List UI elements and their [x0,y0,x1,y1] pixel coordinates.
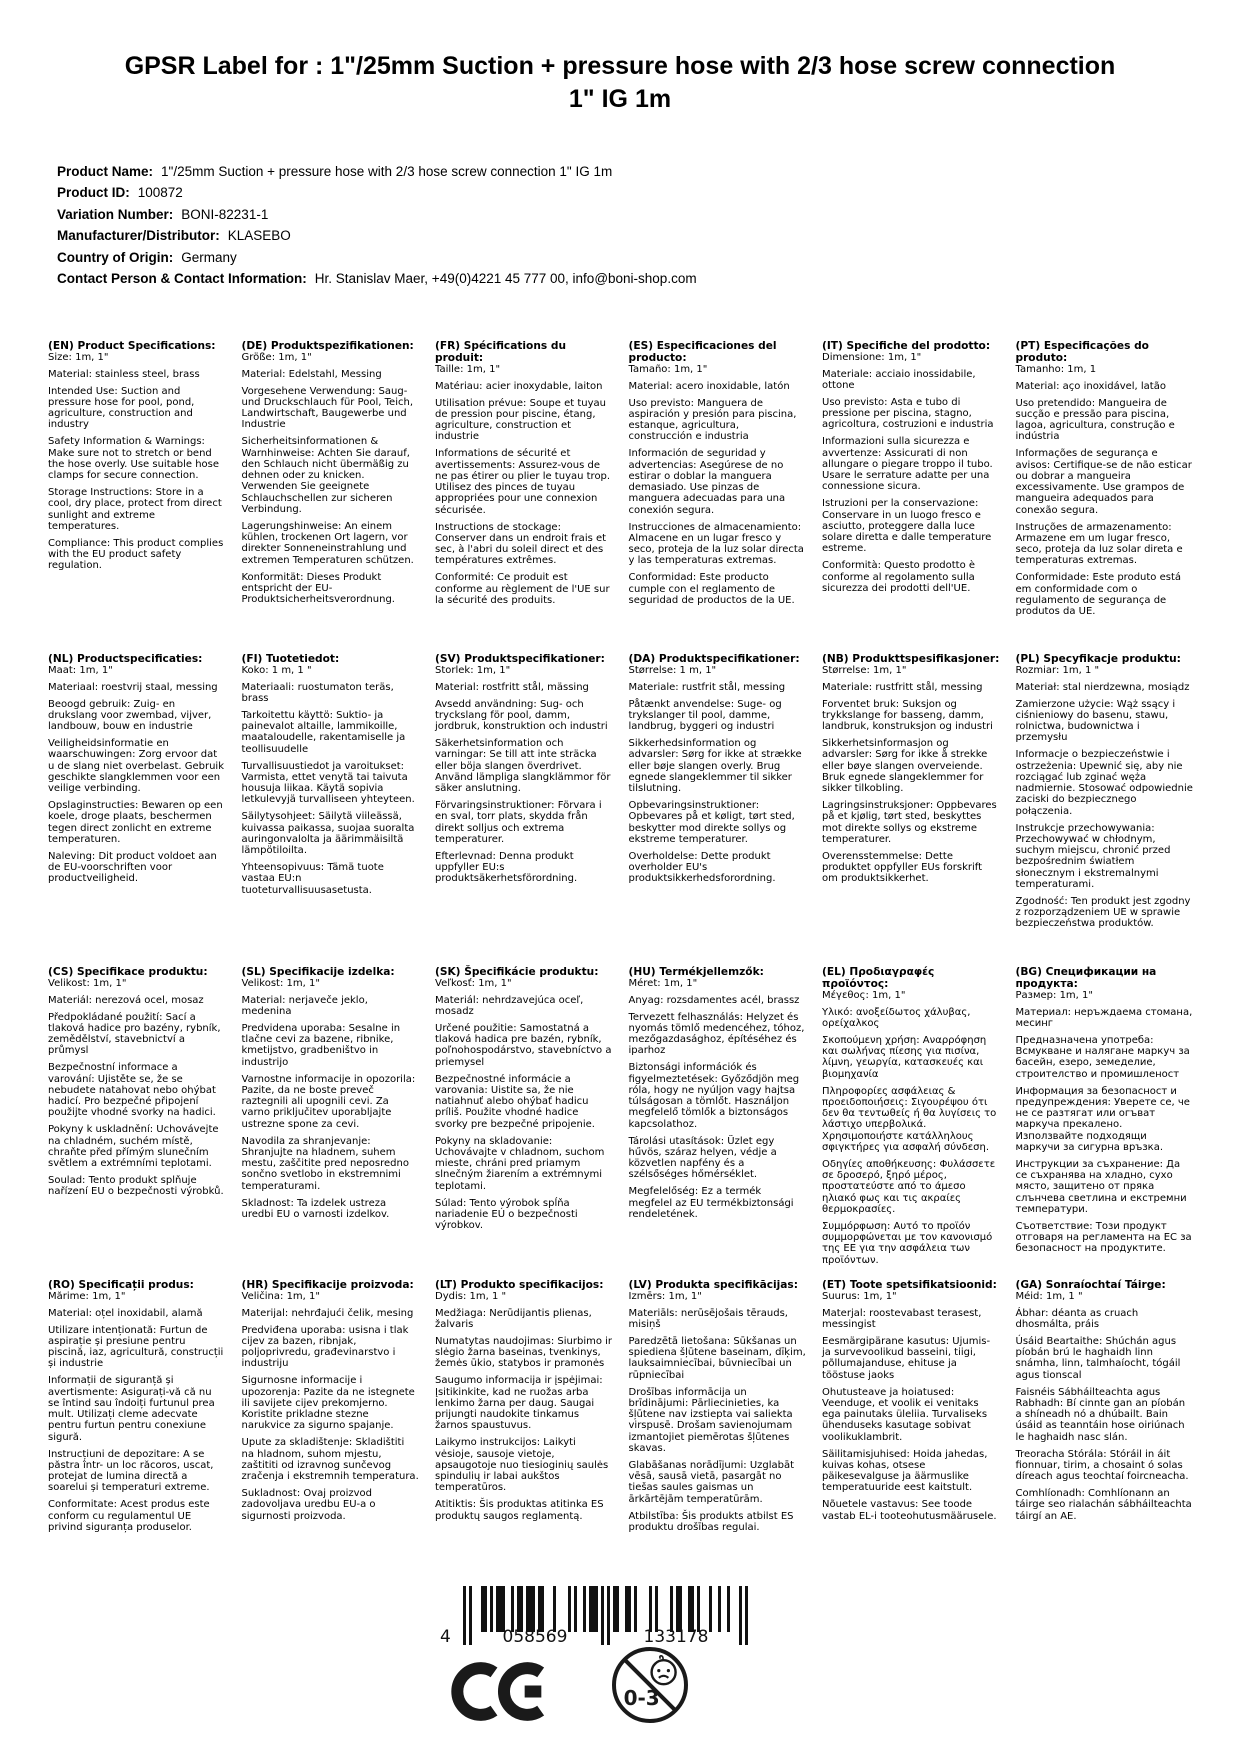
spec-paragraph: Sukladnost: Ovaj proizvod zadovoljava uredbu EU-a o sigurnosti proizvoda. [241,1487,376,1522]
spec-paragraph: Συμμόρφωση: Αυτό το προϊόν συμμορφώνεται με τον κανονισμό της ΕΕ για την ασφάλεια των προϊόντων. [822,1220,993,1266]
spec-paragraph: Säilytysohjeet: Säilytä viileässä, kuivassa paikassa, suojaa suoralta auringonvalolta ja äärimmäisiltä lämpötiloilta. [241,811,415,857]
language-section-fi [242,653,420,966]
spec-paragraph: Instrucțiuni de depozitare: A se păstra într- un loc răcoros, uscat, protejat de lumina directă a soarelui și temperaturi extreme. [48,1448,214,1494]
spec-paragraph: Съответствие: Този продукт отговаря на регламента на ЕС за безопасност на продуктите. [1015,1220,1192,1255]
spec-paragraph: Ábhar: déanta as cruach dhosmálta, práis [1015,1307,1139,1331]
spec-paragraph: Veiligheidsinformatie en waarschuwingen: Zorg ervoor dat u de slang niet overbelast. Gebruik geschikte slangklemmen voor een veilige verbinding. [48,737,225,795]
spec-paragraph: Matériau: acier inoxydable, laiton [435,380,603,392]
spec-paragraph: Určené použitie: Samostatná a tlaková hadica pre bazén, rybník, poľnohospodárstvo, stavebníctvo a priemysel [435,1022,612,1068]
spec-paragraph: Instrucciones de almacenamiento: Almacene en un lugar fresco y seco, proteja de la luz solar directa y las temperaturas extremas. [628,521,804,567]
spec-paragraph: Méid: 1m, 1 " [1015,1291,1083,1302]
spec-paragraph: Conformidad: Este producto cumple con el reglamento de seguridad de productos de la UE. [628,572,795,606]
spec-paragraph: Utilisation prévue: Soupe et tuyau de pression pour piscine, étang, agriculture, construction et industrie [435,397,606,443]
spec-paragraph: Overensstemmelse: Dette produktet oppfyller EUs forskrift om produktsikkerhet. [822,850,983,885]
spec-paragraph: Material: rostfritt stål, mässing [435,681,589,693]
language-header: (HR) Specifikacije proizvoda: [241,1279,414,1291]
spec-paragraph: Zgodność: Ten produkt jest zgodny z rozporządzeniem UE w sprawie bezpieczeństwa produktów. [1015,895,1191,930]
spec-paragraph: Material: acero inoxidable, latón [628,380,790,392]
spec-paragraph: Skladnost: Ta izdelek ustreza uredbi EU o varnosti izdelkov. [241,1197,390,1220]
field-value: Germany [181,249,237,265]
language-section-sl [242,966,420,1279]
spec-paragraph: Předpokládané použití: Sací a tlaková hadice pro bazény, rybník, zemědělství, stavebnictví a průmysl [48,1011,221,1057]
spec-paragraph: Predviđena uporaba: usisna i tlak cijev za bazen, ribnjak, poljoprivredu, građevinarstvo i industriju [241,1324,409,1370]
spec-paragraph: Materiál: nehrdzavejúca oceľ, mosadz [435,994,584,1018]
spec-paragraph: Istruzioni per la conservazione: Conservare in un luogo fresco e asciutto, proteggere dalla luce solare diretta e dalle temperature estreme. [822,498,992,555]
spec-paragraph: Размер: 1m, 1" [1015,990,1093,1001]
spec-paragraph: Uso previsto: Manguera de aspiración y presión para piscina, estanque, agricultura, construcción e industria [628,397,797,443]
spec-paragraph: Dydis: 1m, 1 " [435,1291,507,1302]
language-section-da [629,653,807,966]
language-section-hu [629,966,807,1279]
spec-paragraph: Nõuetele vastavus: See toode vastab EL-i tooteohutusmäärusele. [822,1499,997,1522]
spec-paragraph: Sigurnosne informacije i upozorenja: Pazite da ne istegnete ili savijete cijev prekomjerno. Koristite prikladne stezne narukvice za sigurno spajanje. [241,1375,415,1432]
language-section-es [629,340,807,653]
field-label: Variation Number: [57,206,174,222]
language-section-en [48,340,226,653]
spec-paragraph: Material: oțel inoxidabil, alamă [48,1307,203,1319]
spec-paragraph: Størrelse: 1m, 1" [822,665,907,676]
spec-paragraph: Overholdelse: Dette produkt overholder EU's produktsikkerhedsforordning. [628,850,776,885]
spec-paragraph: Numatytas naudojimas: Siurbimo ir slėgio žarna baseinas, tvenkinys, žemės ūkio, statybos ir pramonės [435,1335,613,1370]
spec-paragraph: Safety Information & Warnings: Make sure not to stretch or bend the hose overly. Use suitable hose clamps for secure connection. [48,436,220,482]
field-label: Contact Person & Contact Information: [57,271,307,287]
spec-paragraph: Предназначена употреба: Всмукване и налягане маркуч за басейн, езеро, земеделие, строителство и промишленост [1015,1034,1190,1080]
spec-paragraph: Storage Instructions: Store in a cool, dry place, protect from direct sunlight and extreme temperatures. [48,486,222,532]
language-section-lt [435,1279,613,1592]
barcode-right-digits: 133178 [643,1627,709,1647]
language-header: (GA) Sonraíochtaí Táirge: [1015,1279,1166,1291]
product-info [57,161,697,289]
language-header: (ET) Toote spetsifikatsioonid: [822,1279,997,1291]
language-header: (EL) Προδιαγραφές προϊόντος: [822,966,935,990]
spec-paragraph: Mărime: 1m, 1" [48,1291,126,1302]
spec-paragraph: Instrukcje przechowywania: Przechowywać w chłodnym, suchym miejscu, chronić przed bezpośrednim światłem słonecznym i ekstremalnymi temperaturami. [1015,822,1171,891]
language-section-nl [48,653,226,966]
spec-paragraph: Πληροφορίες ασφάλειας & προειδοποιήσεις: Σιγουρέψου ότι δεν θα τεντωθείς ή θα λυγίσεις το λάστιχο υπερβολικά. Χρησιμοποιήστε κατάλληλους σφιγκτήρες για ασφαλή σύνδεση. [822,1085,997,1154]
spec-paragraph: Bezpečnostní informace a varování: Ujistěte se, že se nebudete natahovat nebo ohýbat hadicí. Pro bezpečné připojení použijte vhodné svorky na hadici. [48,1062,216,1119]
spec-paragraph: Comhlíonadh: Comhlíonann an táirge seo rialachán sábháilteachta táirgí an AE. [1015,1487,1192,1522]
spec-paragraph: Informacje o bezpieczeństwie i ostrzeżenia: Upewnić się, aby nie rozciągać lub zginać węża nadmiernie. Stosować odpowiednie zaciski do bezpiecznego połączenia. [1015,749,1193,817]
language-section-ga [1016,1279,1194,1592]
spec-paragraph: Atitiktis: Šis produktas atitinka ES produktų saugos reglamentą. [435,1499,604,1522]
ce-mark-icon [450,1658,550,1725]
language-section-el [822,966,1000,1279]
language-header: (BG) Спецификации на продукта: [1015,966,1157,990]
spec-paragraph: Materiale: acciaio inossidabile, ottone [822,368,976,392]
spec-paragraph: Compliance: This product complies with the EU product safety regulation. [48,537,224,572]
language-header: (PL) Specyfikacje produktu: [1015,653,1181,665]
spec-paragraph: Υλικό: ανοξείδωτος χάλυβας, ορείχαλκος [822,1006,971,1030]
title-block [120,50,1120,116]
spec-paragraph: Tamaño: 1m, 1" [628,364,708,375]
spec-paragraph: Turvallisuustiedot ja varoitukset: Varmista, ettet venytä tai taivuta housuja liikaa. Käytä sopivia letkulevyjä turvalliseen yhteyteen. [241,760,415,806]
language-section-pl [1016,653,1194,966]
spec-paragraph: Pokyny na skladovanie: Uchovávajte v chladnom, suchom mieste, chráni pred priamym slnečným žiarením a extrémnymi teplotami. [435,1135,605,1192]
field-label: Country of Origin: [57,249,174,265]
spec-paragraph: Forventet bruk: Suksjon og trykkslange for basseng, damm, landbruk, konstruksjon og industri [822,698,993,733]
spec-paragraph: Drošības informācija un brīdinājumi: Pārliecinieties, ka šļūtene nav izstiepta vai saliekta virspusē. Drošam savienojumam izmantojiet piemērotas šļūtenes skavas. [628,1386,793,1455]
spec-paragraph: Информация за безопасност и предупреждения: Уверете се, че не се разтягат или огъват маркуча прекалено. Използвайте подходящи маркучи за сигурна връзка. [1015,1085,1190,1154]
spec-paragraph: Informações de segurança e avisos: Certifique-se de não esticar ou dobrar a mangueira excessivamente. Use grampos de mangueira adequados para conexão segura. [1015,448,1192,516]
field-label: Product Name: [57,164,154,179]
field-value: Hr. Stanislav Maer, +49(0)4221 45 777 00, info@boni-shop.com [314,271,697,287]
spec-paragraph: Μέγεθος: 1m, 1" [822,990,906,1001]
spec-paragraph: Tervezett felhasználás: Helyzet és nyomás tömlő medencéhez, tóhoz, mezőgazdasághoz, építéséhez és iparhoz [628,1011,805,1057]
spec-paragraph: Paredzētā lietošana: Sūkšanas un spiediena šļūtene baseinam, dīķim, lauksaimniecībai, būvniecībai un rūpniecībai [628,1335,806,1381]
language-section-ro [48,1279,226,1592]
language-section-it [822,340,1000,653]
spec-paragraph: Instructions de stockage: Conserver dans un endroit frais et sec, à l'abri du soleil direct et des températures extrêmes. [435,521,607,567]
spec-paragraph: Pokyny k uskladnění: Uchovávejte na chladném, suchém místě, chraňte před přímým slunečním světlem a extrémními teplotami. [48,1124,219,1170]
spec-paragraph: Lagringsinstruksjoner: Oppbevares på et kjølig, tørt sted, beskyttes mot direkte sollys og ekstreme temperaturer. [822,799,997,845]
spec-paragraph: Veľkosť: 1m, 1" [435,978,512,989]
spec-paragraph: Anyag: rozsdamentes acél, brassz [628,994,800,1006]
spec-paragraph: Dimensione: 1m, 1" [822,352,922,363]
language-header: (DA) Produktspecifikationer: [628,653,800,665]
spec-paragraph: Vorgesehene Verwendung: Saug- und Druckschlauch für Pool, Teich, Landwirtschaft, Baugewerbe und Industrie [241,385,413,431]
spec-paragraph: Uso previsto: Asta e tubo di pressione per piscina, stagno, agricoltura, costruzioni e industria [822,396,994,431]
language-section-sv [435,653,613,966]
spec-paragraph: Suurus: 1m, 1" [822,1291,897,1302]
language-header: (NL) Productspecificaties: [48,653,203,665]
spec-paragraph: Bezpečnostné informácie a varovania: Uistite sa, že nie natiahnuť alebo ohýbať hadicu príliš. Použite vhodné hadice svorky pre bezpečné pripojenie. [435,1073,595,1130]
spec-paragraph: Uso pretendido: Mangueira de sucção e pressão para piscina, lagoa, agricultura, construção e indústria [1015,397,1175,443]
language-header: (NB) Produkttspesifikasjoner: [822,653,1000,665]
language-header: (FR) Spécifications du produit: [435,340,566,364]
spec-paragraph: Utilizare intenționată: Furtun de aspirație și presiune pentru piscină, iaz, agricultură, construcții și industrie [48,1324,224,1370]
spec-paragraph: Οδηγίες αποθήκευσης: Φυλάσσετε σε δροσερό, ξηρό μέρος, προστατεύστε από το άμεσο ηλιακό φως και τις ακραίες θερμοκρασίες. [822,1158,996,1216]
spec-paragraph: Conformité: Ce produit est conforme au règlement de l'UE sur la sécurité des produits. [435,572,610,606]
spec-paragraph: Méret: 1m, 1" [628,978,698,989]
spec-paragraph: Treoracha Stórála: Stóráil in áit fionnuar, tirim, a chosaint ó solas díreach agus teochtaí foircneacha. [1015,1448,1189,1483]
spec-paragraph: Atbilstība: Šis produkts atbilst ES produktu drošības regulai. [628,1510,794,1533]
spec-paragraph: Izmērs: 1m, 1" [628,1291,702,1302]
spec-paragraph: Úsáid Beartaithe: Shúchán agus píobán brú le haghaidh linn snámha, linn, talmhaíocht, tógáil agus tionscal [1015,1335,1181,1381]
spec-paragraph: Materiāls: nerūsējošais tērauds, misiņš [628,1307,788,1331]
spec-paragraph: Veličina: 1m, 1" [241,1291,320,1302]
barcode [440,1586,760,1666]
language-header: (LT) Produkto specifikacijos: [435,1279,604,1291]
field-value: 1"/25mm Suction + pressure hose with 2/3 hose screw connection 1" IG 1m [161,164,613,179]
language-section-cs [48,966,226,1279]
language-section-lv [629,1279,807,1592]
spec-paragraph: Материал: неръждаема стомана, месинг [1015,1006,1193,1030]
product-info-row [57,247,697,268]
spec-paragraph: Informații de siguranță și avertismente: Asigurați-vă că nu se întind sau îndoiți furtunul prea mult. Utilizați cleme adecvate pentru furtun pentru conexiune sigură. [48,1375,215,1443]
product-info-row [57,268,697,289]
product-info-row [57,161,697,182]
age-warning-0-3-icon [610,1645,690,1725]
spec-paragraph: Informazioni sulla sicurezza e avvertenze: Assicurati di non allungare o piegare troppo il tubo. Usare le serrature adatte per una connessione sicura. [822,436,993,493]
spec-paragraph: Maat: 1m, 1" [48,665,113,676]
language-header: (HU) Termékjellemzők: [628,966,764,978]
spec-paragraph: Konformität: Dieses Produkt entspricht der EU-Produktsicherheitsverordnung. [241,571,395,606]
spec-paragraph: Størrelse: 1 m, 1" [628,665,717,676]
spec-paragraph: Ohutusteave ja hoiatused: Veenduge, et voolik ei venitaks ega painutaks üleliia. Turvaliseks ühenduseks kasutage sobivat voolikuklambrit. [822,1386,988,1443]
language-header: (FI) Tuotetiedot: [241,653,340,665]
spec-paragraph: Taille: 1m, 1" [435,364,501,375]
language-section-pt [1016,340,1194,653]
spec-paragraph: Velikost: 1m, 1" [241,978,320,989]
spec-paragraph: Material: Edelstahl, Messing [241,368,382,380]
spec-paragraph: Material: nerjaveče jeklo, medenina [241,994,368,1018]
language-header: (CS) Specifikace produktu: [48,966,208,978]
field-label: Product ID: [57,185,130,201]
spec-paragraph: Instruções de armazenamento: Armazene em um lugar fresco, seco, proteja da luz solar direta e temperaturas extremas. [1015,521,1183,567]
spec-paragraph: Materiale: rustfrit stål, messing [628,681,786,693]
spec-paragraph: Zamierzone użycie: Wąż ssący i ciśnieniowy do basenu, stawu, rolnictwa, budownictwa i przemysłu [1015,698,1176,744]
spec-paragraph: Materijal: nehrđajući čelik, mesing [241,1307,414,1319]
language-section-et [822,1279,1000,1592]
language-header: (RO) Specificații produs: [48,1279,194,1291]
spec-paragraph: Informations de sécurité et avertissements: Assurez-vous de ne pas étirer ou plier le tuyau trop. Utilisez des pinces de tuyau appropriées pour une connexion sécurisée. [435,448,611,516]
spec-paragraph: Materiaal: roestvrij staal, messing [48,681,218,693]
spec-paragraph: Conformidade: Este produto está em conformidade com o regulamento de segurança de produtos da UE. [1015,572,1182,618]
page-title: GPSR Label for : 1"/25mm Suction + pressure hose with 2/3 hose screw connection 1" IG 1m [124,52,1116,113]
spec-paragraph: Intended Use: Suction and pressure hose for pool, pond, agriculture, construction and industry [48,385,195,431]
language-header: (SL) Specifikacije izdelka: [241,966,395,978]
spec-paragraph: Saugumo informacija ir įspėjimai: Įsitikinkite, kad ne ruožas arba lenkimo žarna per daug. Saugai prijungti naudokite tinkamus žarnos spaustuvus. [435,1375,603,1432]
spec-paragraph: Size: 1m, 1" [48,352,109,363]
spec-paragraph: Eesmärgipärane kasutus: Ujumis- ja survevoolikud basseini, tiigi, põllumajanduse, ehituse ja tööstuse jaoks [822,1335,991,1381]
spec-paragraph: Faisnéis Sábháilteachta agus Rabhadh: Bí cinnte gan an píobán a shíneadh nó a dhúbailt. Bain úsáid as teanntáin hose oiriúnach le haghaidh nasc slán. [1015,1386,1186,1443]
spec-paragraph: Biztonsági információk és figyelmeztetések: Győződjön meg róla, hogy ne nyúljon vagy hajtsa túlságosan a tömlőt. Használjon megfelelő tömlők a biztonságos kapcsolathoz. [628,1062,800,1130]
spec-paragraph: Tarkoitettu käyttö: Suktio- ja painevalot altaille, lammikoille, maataloudelle, rakentamiselle ja teollisuudelle [241,709,406,755]
spec-paragraph: Tamanho: 1m, 1 [1015,364,1097,375]
language-header: (LV) Produkta specifikācijas: [628,1279,798,1291]
language-header: (SV) Produktspecifikationer: [435,653,605,665]
language-header: (ES) Especificaciones del producto: [628,340,777,364]
language-section-nb [822,653,1000,966]
spec-paragraph: Medžiaga: Nerūdijantis plienas, žalvaris [435,1307,592,1331]
language-header: (PT) Especificações do produto: [1015,340,1149,364]
language-section-fr [435,340,613,653]
field-label: Manufacturer/Distributor: [57,228,220,244]
spec-paragraph: Súlad: Tento výrobok spĺňa nariadenie EÚ o bezpečnosti výrobkov. [435,1197,578,1232]
spec-paragraph: Materjal: roostevabast terasest, messingist [822,1307,982,1331]
spec-paragraph: Sikkerhetsinformasjon og advarsler: Sørg for ikke å strekke eller bøye slangen overveiende. Bruk egnede slangeklemmer for sikker tilkobling. [822,737,988,795]
field-value: BONI-82231-1 [181,206,269,222]
spec-paragraph: Materiał: stal nierdzewna, mosiądz [1015,681,1190,693]
field-value: KLASEBO [227,228,291,244]
spec-paragraph: Säkerhetsinformation och varningar: Se till att inte sträcka eller böja slangen överdrivet. Använd lämpliga slangklämmor för säker anslutning. [435,737,611,795]
spec-paragraph: Varnostne informacije in opozorila: Pazite, da ne boste preveč raztegnili ali upognili cevi. Za varno priključitev uporabljajte ustrezne spone za cevi. [241,1073,416,1130]
language-header: (DE) Produktspezifikationen: [241,340,414,352]
spec-paragraph: Opbevaringsinstruktioner: Opbevares på et køligt, tørt sted, beskytter mod direkte sollys og ekstreme temperaturer. [628,799,795,845]
spec-paragraph: Beoogd gebruik: Zuig- en drukslang voor zwembad, vijver, landbouw, bouw en industrie [48,698,212,733]
language-grid [48,340,1193,1592]
product-info-row [57,182,697,203]
spec-paragraph: Laikymo instrukcijos: Laikyti vėsioje, sausoje vietoje, apsaugotoje nuo tiesioginių saulės spindulių ir labai aukštos temperatūros. [435,1437,609,1494]
field-value: 100872 [137,185,183,201]
spec-paragraph: Größe: 1m, 1" [241,352,312,363]
product-info-row [57,204,697,225]
spec-paragraph: Sicherheitsinformationen & Warnhinweise: Achten Sie darauf, den Schlauch nicht übermäßig zu dehnen oder zu knicken. Verwenden Sie geeignete Schlauchschellen zur sicheren Verbindung. [241,436,410,516]
language-section-de [242,340,420,653]
baby-face-icon [652,1660,676,1684]
spec-paragraph: Koko: 1 m, 1 " [241,665,312,676]
spec-paragraph: Påtænkt anvendelse: Suge- og trykslanger til pool, damme, landbrug, byggeri og industri [628,698,782,733]
language-section-bg [1016,966,1194,1279]
spec-paragraph: Förvaringsinstruktioner: Förvara i en sval, torr plats, skydda från direkt solljus och extrema temperaturer. [435,799,602,845]
spec-paragraph: Opslaginstructies: Bewaren op een koele, droge plaats, beschermen tegen direct zonlicht en extreme temperaturen. [48,799,223,845]
barcode-left-digits: 058569 [502,1627,568,1647]
spec-paragraph: Yhteensopivuus: Tämä tuote vastaa EU:n tuoteturvallisuusasetusta. [241,861,384,896]
spec-paragraph: Velikost: 1m, 1" [48,978,127,989]
language-header: (IT) Specifiche del prodotto: [822,340,991,352]
spec-paragraph: Materiaali: ruostumaton teräs, brass [241,681,394,705]
spec-paragraph: Avsedd användning: Sug- och tryckslang för pool, damm, jordbruk, konstruktion och industri [435,698,608,733]
language-section-sk [435,966,613,1279]
barcode-first-digit: 4 [440,1627,451,1647]
spec-paragraph: Инструкции за съхранение: Да се съхранява на хладно, сухо място, защитено от пряка слънчева светлина и екстремни температури. [1015,1158,1187,1216]
spec-paragraph: Materiál: nerezová ocel, mosaz [48,994,204,1006]
spec-paragraph: Rozmiar: 1m, 1 " [1015,665,1100,676]
spec-paragraph: Información de seguridad y advertencias: Asegúrese de no estirar o doblar la manguera demasiado. Use pinzas de manguera adecuadas para una conexión segura. [628,448,786,516]
language-header: (SK) Špecifikácie produktu: [435,966,599,978]
spec-paragraph: Upute za skladištenje: Skladištiti na hladnom, suhom mjestu, zaštititi od izravnog sunčevog zračenja i ekstremnih temperatura. [241,1437,419,1483]
language-header: (EN) Product Specifications: [48,340,216,352]
product-info-row [57,225,697,246]
spec-paragraph: Σκοπούμενη χρήση: Αναρρόφηση και σωλήνας πίεσης για πισίνα, λίμνη, γεωργία, κατασκευές και βιομηχανία [822,1034,987,1080]
spec-paragraph: Material: aço inoxidável, latão [1015,380,1166,392]
spec-paragraph: Efterlevnad: Denna produkt uppfyller EU:s produktsäkerhetsförordning. [435,850,578,885]
spec-paragraph: Tárolási utasítások: Üzlet egy hűvös, száraz helyen, védje a közvetlen napfény és a szélsőséges hőmérséklet. [628,1135,777,1181]
spec-paragraph: Storlek: 1m, 1" [435,665,511,676]
language-section-hr [242,1279,420,1592]
age-warning-text: 0-3 [623,1686,660,1710]
barcode-module [745,1586,748,1645]
spec-paragraph: Soulad: Tento produkt splňuje nařízení EU o bezpečnosti výrobků. [48,1174,224,1198]
spec-paragraph: Megfelelőség: Ez a termék megfelel az EU termékbiztonsági rendeletének. [628,1186,794,1220]
spec-paragraph: Sikkerhedsinformation og advarsler: Sørg for ikke at strække eller bøje slangen overly. Brug egnede slangeklemmer til sikker tilslutning. [628,737,802,795]
spec-paragraph: Predvidena uporaba: Sesalne in tlačne cevi za bazene, ribnike, kmetijstvo, gradbeništvo in industrijo [241,1022,401,1068]
spec-paragraph: Säilitamisjuhised: Hoida jahedas, kuivas kohas, otsese päikesevalguse ja äärmuslike temperatuuride eest kaitstult. [822,1448,988,1494]
spec-paragraph: Navodila za shranjevanje: Shranjujte na hladnem, suhem mestu, zaščitite pred neposredno sončno svetlobo in ekstremnimi temperaturami. [241,1135,409,1192]
spec-paragraph: Glabāšanas norādījumi: Uzglabāt vēsā, sausā vietā, pasargāt no tiešas saules gaismas un ārkārtējām temperatūrām. [628,1459,795,1505]
spec-paragraph: Lagerungshinweise: An einem kühlen, trockenen Ort lagern, vor direkter Sonneneinstrahlung und extremen Temperaturen schützen. [241,520,414,566]
spec-paragraph: Conformitate: Acest produs este conform cu regulamentul UE privind siguranța produselor. [48,1499,210,1533]
spec-paragraph: Material: stainless steel, brass [48,368,200,380]
spec-paragraph: Naleving: Dit product voldoet aan de EU-voorschriften voor productveiligheid. [48,850,217,885]
spec-paragraph: Conformità: Questo prodotto è conforme al regolamento sulla sicurezza dei prodotti dell'UE. [822,560,976,594]
spec-paragraph: Materiale: rustfritt stål, messing [822,681,983,693]
